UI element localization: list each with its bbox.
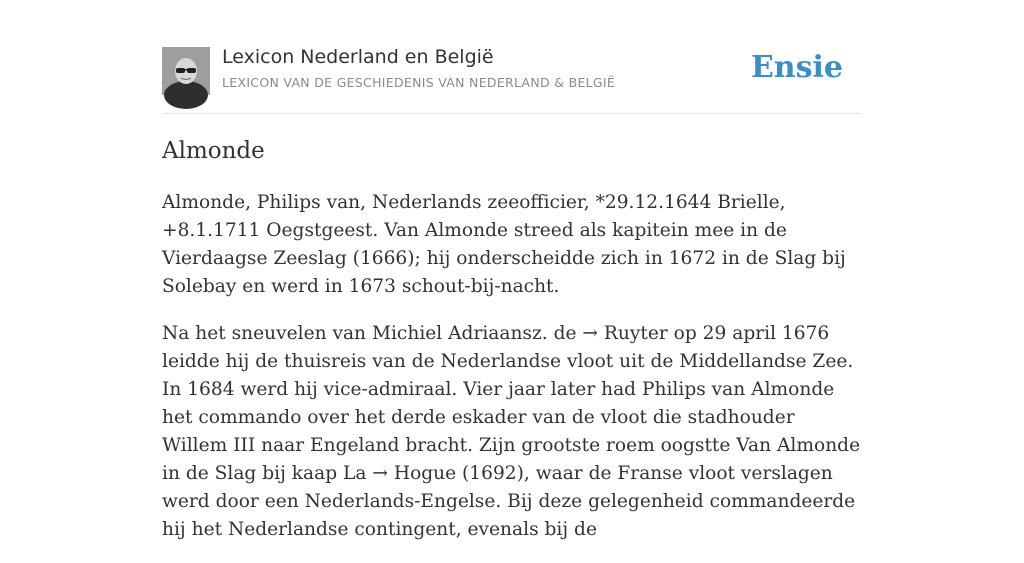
page-container <box>162 0 862 540</box>
source-subtitle: LEXICON VAN DE GESCHIEDENIS VAN NEDERLAND & BELGIË <box>222 75 616 90</box>
paragraph-text: (1692), waar de Franse vloot verslagen werd door een Nederlands-Engelse. Bij deze gelegenheid commandeerde hij het Nederlandse contingent, evenals bij de <box>162 463 856 540</box>
article-paragraph: Almonde, Philips van, Nederlands zeeofficier, *29.12.1644 Brielle, +8.1.1711 Oegstgeest. Van Almonde streed als kapitein mee in de Vierdaagse Zeeslag (1666); hij onderscheidde zich in 1672 in de Slag bij Solebay en werd in 1673 schout-bij-nacht. <box>162 192 846 297</box>
article-body <box>162 189 862 563</box>
article-title: Almonde <box>162 138 265 164</box>
source-title[interactable]: Lexicon Nederland en België <box>222 46 494 68</box>
ensie-logo[interactable]: Ensie <box>750 50 843 85</box>
paragraph-text: Na het sneuvelen van Michiel Adriaansz. de <box>162 323 583 344</box>
hogue-link[interactable]: → Hogue <box>372 463 457 484</box>
paragraph-text: op 29 april 1676 leidde hij de thuisreis van de Nederlandse vloot uit de Middellandse Zee. In 1684 werd hij vice-admiraal. Vier jaar later had Philips van Almonde het commando over het derde eskader van de vloot die stadhouder Willem III naar Engeland bracht. Zijn grootste roem oogstte Van Almonde in de Slag bij kaap La <box>162 323 861 484</box>
ruyter-link[interactable]: → Ruyter <box>582 323 668 344</box>
source-header <box>162 0 862 114</box>
author-avatar[interactable] <box>162 47 210 95</box>
avatar-portrait-icon <box>162 47 210 95</box>
article-paragraph <box>162 320 862 544</box>
